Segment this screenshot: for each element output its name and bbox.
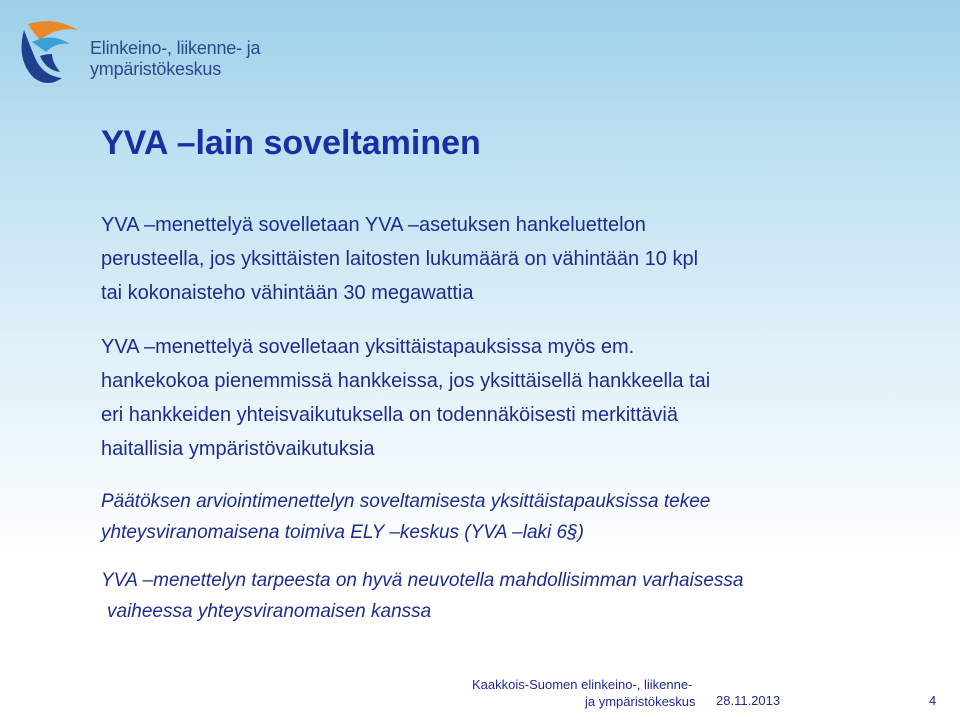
footer-date: 28.11.2013 <box>716 693 781 708</box>
paragraph-line: YVA –menettelyä sovelletaan yksittäistapauksissa myös em. <box>101 336 635 358</box>
ely-logo-icon <box>18 16 82 86</box>
paragraph-neuvottelu <box>101 565 891 627</box>
paragraph-line: haitallisia ympäristövaikutuksia <box>101 438 375 460</box>
paragraph-line: eri hankkeiden yhteisvaikutuksella on todennäköisesti merkittäviä <box>101 404 678 426</box>
paragraph-line: Päätöksen arviointimenettelyn soveltamisesta yksittäistapauksissa tekee <box>101 491 711 512</box>
paragraph-line: YVA –menettelyä sovelletaan YVA –asetuksen hankeluettelon <box>101 214 646 236</box>
paragraph-yksittaistapaus <box>101 330 891 466</box>
paragraph-line: YVA –menettelyn tarpeesta on hyvä neuvotella mahdollisimman varhaisessa <box>101 570 744 591</box>
logo-line-2: ympäristökeskus <box>90 59 222 79</box>
paragraph-line: perusteella, jos yksittäisten laitosten lukumäärä on vähintään 10 kpl <box>101 248 699 270</box>
paragraph-paatos <box>101 486 891 548</box>
paragraph-line: vaiheessa yhteysviranomaisen kanssa <box>107 601 432 622</box>
slide-body <box>101 208 891 627</box>
footer-org-line-1: Kaakkois-Suomen elinkeino-, liikenne- <box>472 677 693 692</box>
paragraph-line: hankekokoa pienemmissä hankkeissa, jos yksittäisellä hankkeella tai <box>101 370 711 392</box>
footer-organization <box>470 676 696 710</box>
paragraph-line: tai kokonaisteho vähintään 30 megawattia <box>101 282 474 304</box>
ely-logo <box>18 16 268 86</box>
footer-org-line-2: ja ympäristökeskus <box>585 694 696 709</box>
logo-line-1: Elinkeino-, liikenne- ja <box>90 38 261 58</box>
paragraph-line: yhteysviranomaisena toimiva ELY –keskus (YVA –laki 6§) <box>101 522 584 543</box>
paragraph-hankeluettelo <box>101 208 891 310</box>
logo-wordmark <box>90 38 260 80</box>
slide-number: 4 <box>929 693 937 708</box>
slide-title: YVA –lain soveltaminen <box>101 124 481 162</box>
